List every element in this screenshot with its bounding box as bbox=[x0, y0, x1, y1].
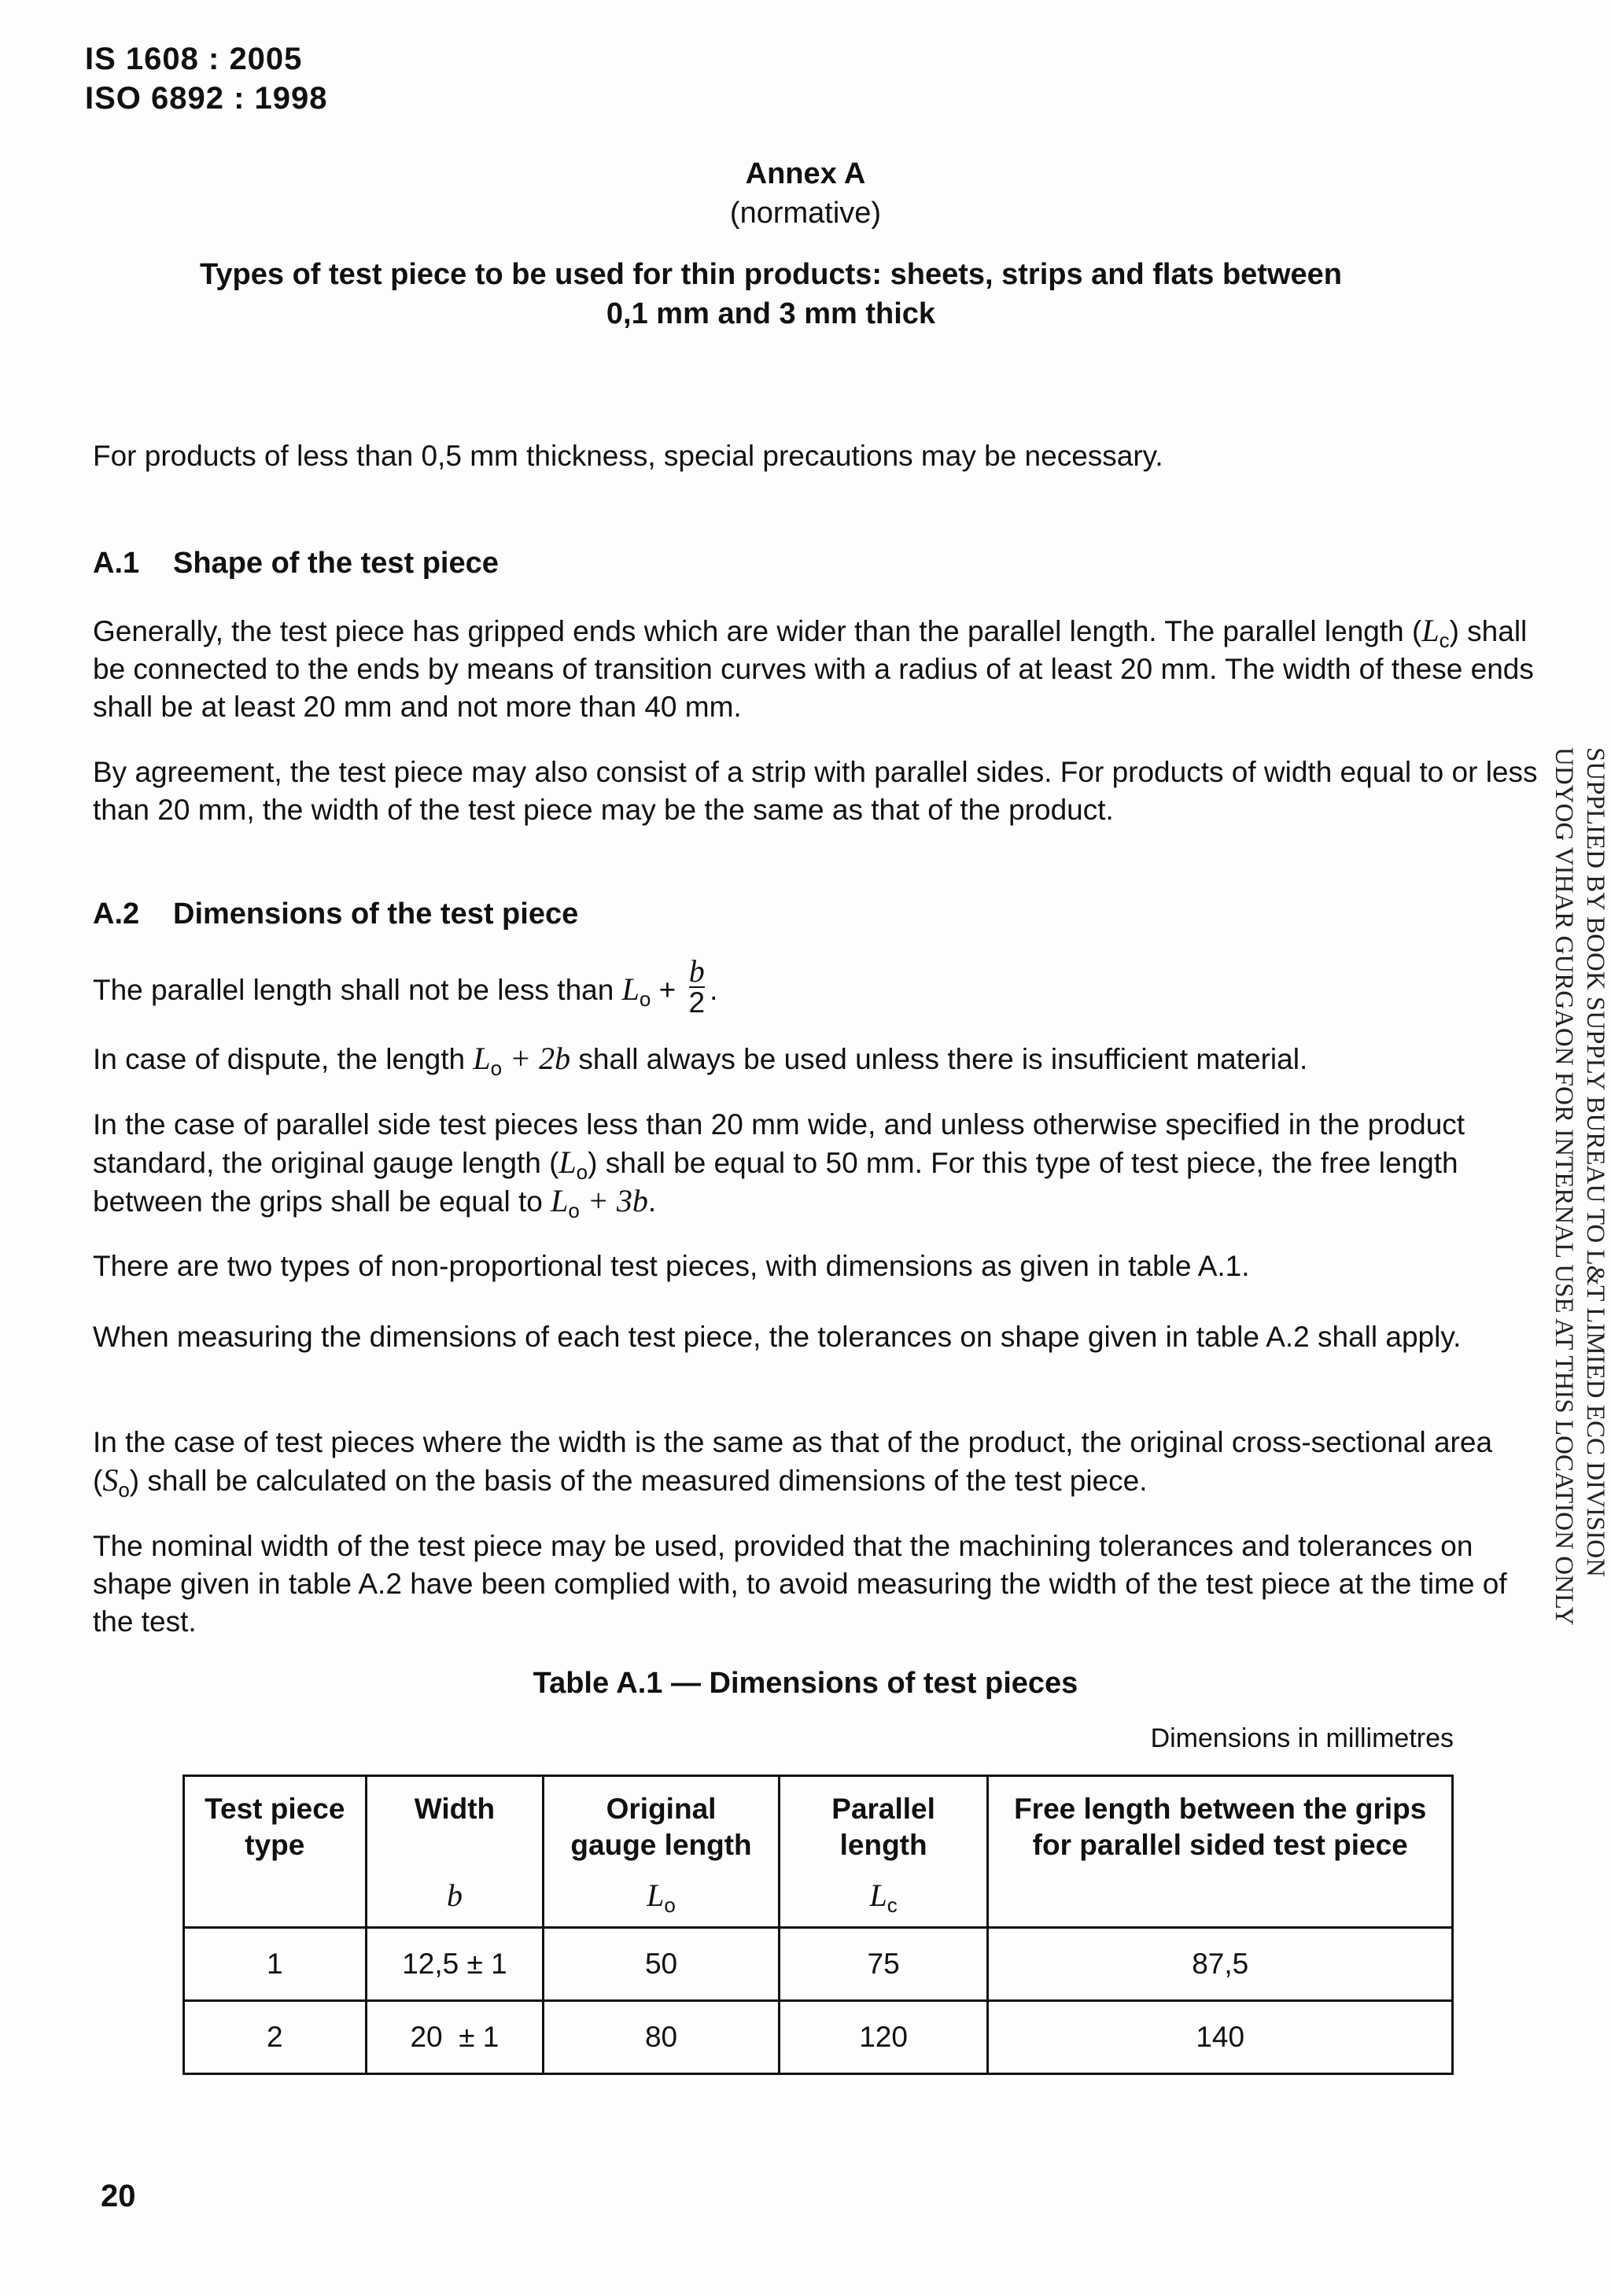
annex-heading bbox=[0, 154, 1611, 233]
a1-paragraph-1 bbox=[93, 612, 1540, 726]
a2-paragraph-1 bbox=[93, 953, 1540, 1023]
table-units-note: Dimensions in millimetres bbox=[1150, 1723, 1454, 1753]
section-a1-heading bbox=[93, 544, 499, 582]
a2-paragraph-5: When measuring the dimensions of each test piece, the tolerances on shape given in table A.2 shall apply. bbox=[93, 1321, 1462, 1353]
table-cell: 120 bbox=[779, 2001, 988, 2074]
stamp-line-1: SUPPLIED BY BOOK SUPPLY BUREAU TO L&T LIMIED ECC DIVISION bbox=[1581, 747, 1609, 1577]
annex-type: (normative) bbox=[729, 197, 882, 230]
text-run: In the case of test pieces where the width is the same as that of the product, the original cross-sectional area ( bbox=[93, 1426, 1493, 1497]
header-line: Width bbox=[414, 1793, 496, 1825]
expression-3b: + 3b bbox=[579, 1183, 648, 1218]
subscript-o: o bbox=[664, 1892, 676, 1917]
header-original-gauge-length bbox=[544, 1776, 780, 1864]
section-title: Shape of the test piece bbox=[173, 547, 499, 580]
title-line-2: 0,1 mm and 3 mm thick bbox=[606, 297, 936, 330]
header-line: type bbox=[245, 1829, 305, 1861]
subscript-c: c bbox=[887, 1892, 898, 1917]
section-title: Dimensions of the test piece bbox=[173, 897, 579, 931]
text-run: Generally, the test piece has gripped ends which are wider than the parallel length. The parallel length ( bbox=[93, 615, 1422, 647]
table-cell: 140 bbox=[988, 2001, 1453, 2074]
standard-number-is: IS 1608 : 2005 bbox=[85, 42, 303, 76]
section-a2-heading bbox=[93, 895, 578, 933]
subscript-o: o bbox=[576, 1160, 588, 1184]
text-run: ) shall be connected to the ends by means of transition curves with a radius of at least 20 mm. The width of these ends shall be at least 20 mm and not more than 40 mm. bbox=[93, 615, 1534, 723]
supply-stamp bbox=[1548, 747, 1611, 1626]
table-row bbox=[184, 2001, 1453, 2074]
symbol-cell-parallel bbox=[779, 1863, 988, 1928]
stamp-line-2: UDYOG VIHAR GURGAON FOR INTERNAL USE AT THIS LOCATION ONLY bbox=[1550, 747, 1578, 1626]
page-number: 20 bbox=[101, 2179, 136, 2213]
symbol-cell-empty bbox=[988, 1863, 1453, 1928]
table-cell: 2 bbox=[184, 2001, 367, 2074]
document-title bbox=[118, 255, 1424, 334]
table-title: Table A.1 — Dimensions of test pieces bbox=[533, 1667, 1078, 1700]
a2-paragraph-6 bbox=[93, 1424, 1540, 1500]
symbol-cell-gauge bbox=[544, 1863, 780, 1928]
header-line: Test piece bbox=[205, 1793, 345, 1825]
table-cell: 75 bbox=[779, 1928, 988, 2001]
fraction-b-over-2 bbox=[688, 953, 706, 1019]
header-width bbox=[366, 1776, 544, 1864]
header-line: Original bbox=[606, 1793, 717, 1825]
table-symbol-row bbox=[184, 1863, 1453, 1928]
table-cell: 80 bbox=[544, 2001, 780, 2074]
subscript-o: o bbox=[490, 1056, 503, 1080]
table-cell: 87,5 bbox=[988, 1928, 1453, 2001]
a2-paragraph-3 bbox=[93, 1106, 1540, 1221]
text-run: shall always be used unless there is insufficient material. bbox=[570, 1043, 1308, 1075]
text-run: In the case of parallel side test pieces less than 20 mm wide, and unless otherwise specified in the product standard, the original gauge length ( bbox=[93, 1108, 1465, 1179]
period: . bbox=[647, 1185, 657, 1218]
header-line: for parallel sided test piece bbox=[1032, 1829, 1408, 1861]
fraction-numerator: b bbox=[688, 953, 705, 989]
a1-paragraph-2: By agreement, the test piece may also consist of a strip with parallel sides. For products of width equal to or less than 20 mm, the width of the test piece may be the same as that of the product. bbox=[93, 756, 1538, 826]
period: . bbox=[710, 973, 718, 1006]
table-cell: 50 bbox=[544, 1928, 780, 2001]
table-header-row bbox=[184, 1776, 1453, 1864]
text-run: ) shall be equal to 50 mm. For this type of test piece, the free length between the grips shall be equal to bbox=[93, 1147, 1458, 1218]
text-run: ) shall be calculated on the basis of the measured dimensions of the test piece. bbox=[129, 1465, 1148, 1497]
table-row bbox=[184, 1928, 1453, 2001]
header-test-piece-type bbox=[184, 1776, 367, 1864]
expression-2b: + 2b bbox=[502, 1041, 571, 1076]
table-cell: 1 bbox=[184, 1928, 367, 2001]
header-line: Parallel bbox=[831, 1793, 935, 1825]
subscript-c: c bbox=[1439, 628, 1450, 652]
section-number: A.2 bbox=[93, 897, 140, 931]
text-run: In case of dispute, the length bbox=[93, 1043, 474, 1075]
a2-paragraph-4: There are two types of non-proportional test pieces, with dimensions as given in table A.1. bbox=[93, 1250, 1250, 1282]
title-line-1: Types of test piece to be used for thin products: sheets, strips and flats between bbox=[200, 258, 1342, 291]
symbol-L: L bbox=[473, 1041, 491, 1076]
standard-number-iso: ISO 6892 : 1998 bbox=[85, 81, 328, 116]
header-line: Free length between the grips bbox=[1014, 1793, 1427, 1825]
symbol-L: L bbox=[559, 1144, 577, 1180]
header-free-length bbox=[988, 1776, 1453, 1864]
symbol-S: S bbox=[102, 1462, 119, 1498]
section-number: A.1 bbox=[93, 547, 140, 580]
symbol-L: L bbox=[621, 971, 640, 1007]
symbol-L: L bbox=[1421, 613, 1440, 648]
dimensions-table bbox=[182, 1775, 1454, 2075]
symbol-L: L bbox=[551, 1183, 569, 1218]
table-cell: 20 ± 1 bbox=[366, 2001, 544, 2074]
subscript-o: o bbox=[568, 1199, 580, 1222]
symbol-b: b bbox=[446, 1877, 463, 1913]
subscript-o: o bbox=[639, 986, 651, 1011]
standard-header bbox=[85, 39, 328, 118]
text-run: The parallel length shall not be less than bbox=[93, 973, 622, 1006]
plus-sign: + bbox=[651, 973, 684, 1006]
table-cell: 12,5 ± 1 bbox=[366, 1928, 544, 2001]
a2-paragraph-2 bbox=[93, 1040, 1540, 1078]
symbol-L: L bbox=[647, 1877, 665, 1913]
header-line: gauge length bbox=[570, 1829, 752, 1861]
header-parallel-length bbox=[779, 1776, 988, 1864]
subscript-o: o bbox=[118, 1478, 130, 1502]
header-line: length bbox=[839, 1829, 927, 1861]
annex-label: Annex A bbox=[745, 157, 866, 190]
intro-paragraph: For products of less than 0,5 mm thickness, special precautions may be necessary. bbox=[93, 440, 1163, 472]
fraction-denominator: 2 bbox=[688, 986, 706, 1019]
symbol-cell-width bbox=[366, 1863, 544, 1928]
symbol-cell-empty bbox=[184, 1863, 367, 1928]
a2-paragraph-7: The nominal width of the test piece may be used, provided that the machining tolerances and tolerances on shape given in table A.2 have been complied with, to avoid measuring the width of the test piece at the time of the test. bbox=[93, 1530, 1507, 1638]
symbol-L: L bbox=[869, 1877, 887, 1913]
